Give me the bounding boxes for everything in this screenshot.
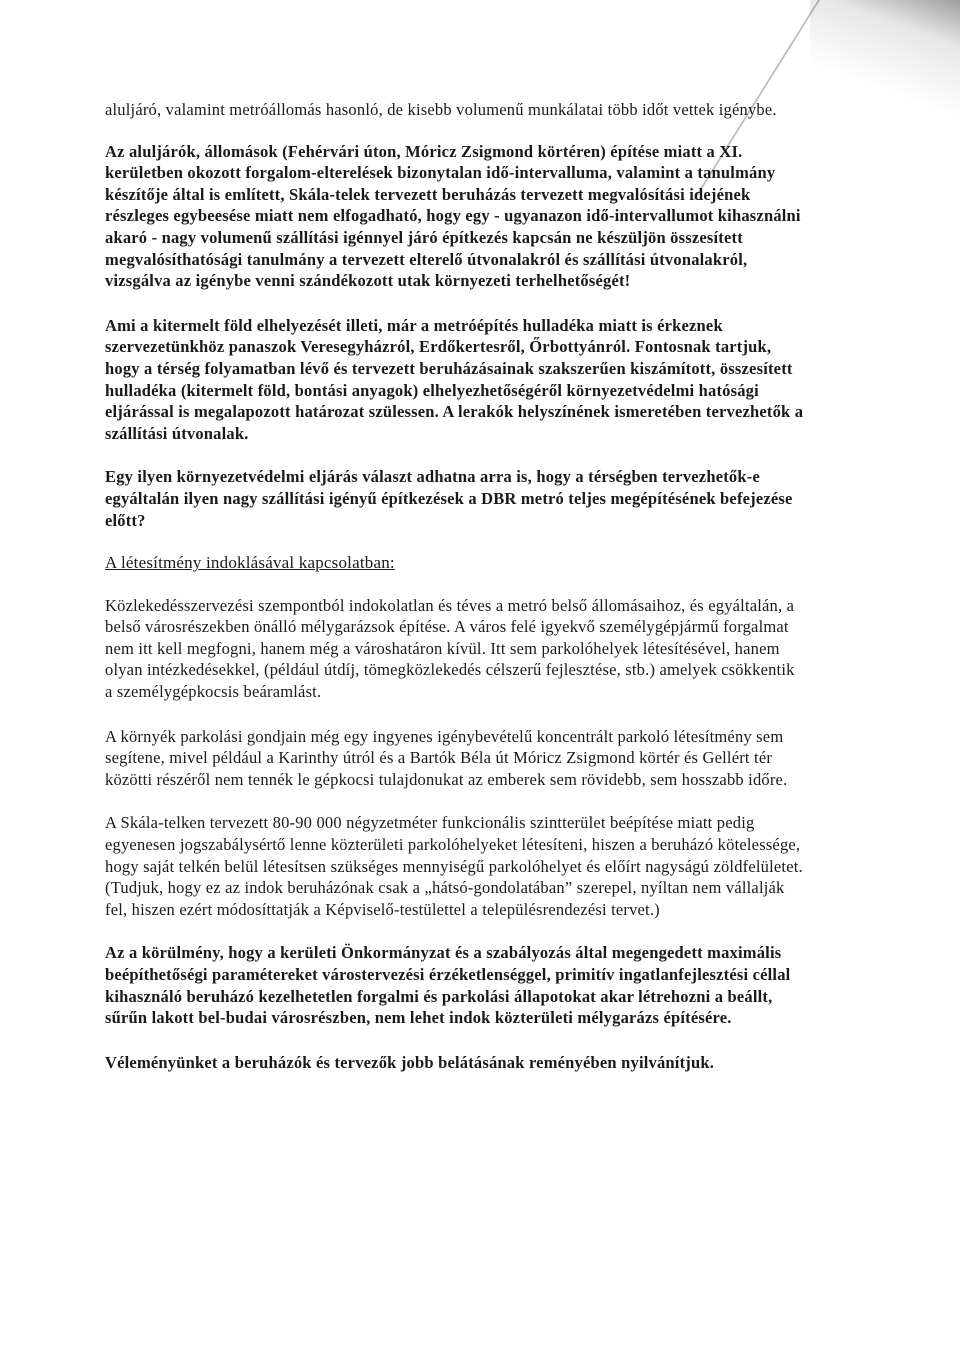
- paragraph-6: A környék parkolási gondjain még egy ingyenes igénybevételű koncentrált parkoló létesítmény sem segítene, mivel például a Karinthy útról és a Bartók Béla út Móricz Zsigmond körtér és Gellért tér közötti részéről nem tennék le gépkocsi tulajdonukat az emberek sem rövidebb, sem hosszabb időre.: [105, 726, 788, 789]
- document-body: [105, 99, 805, 1073]
- closing-sentence: Véleményünket a beruházók és tervezők jobb belátásának reményében nyilvánítjuk.: [105, 1052, 715, 1072]
- paragraph-4: Egy ilyen környezetvédelmi eljárás választ adhatna arra is, hogy a térségben tervezhetők-e egyáltalán ilyen nagy szállítási igényű építkezések a DBR metró teljes megépítésének befejezése előtt?: [105, 467, 793, 530]
- paragraph-7: A Skála-telken tervezett 80-90 000 négyzetméter funkcionális szintterület beépítése miatt pedig egyenesen jogszabálysértő lenne közterületi parkolóhelyeket létesíteni, hiszen a beruházó kötelessége, hogy saját telkén belül létesítsen szükséges mennyiségű parkolóhelyet és előírt nagyságú zöldfelületet. (Tudjuk, hogy ez az indok beruházónak csak a „hátsó-gondolatában” szerepel, nyíltan nem vállalják fel, hiszen ezért módosíttatják a Képviselő-testülettel a településrendezési tervet.): [105, 813, 803, 919]
- paragraph-8: Az a körülmény, hogy a kerületi Önkormányzat és a szabályozás által megengedett maximális beépíthetőségi paramétereket várostervezési érzéketlenséggel, primitív ingatlanfejlesztési céllal kihasználó beruházó kezelhetetlen forgalmi és parkolási állapotokat akar létrehozni a beállt, sűrűn lakott bel-budai városrészben, nem lehet indok közterületi mélygarázs építésére.: [105, 943, 791, 1028]
- paragraph-2: Az aluljárók, állomások (Fehérvári úton, Móricz Zsigmond körtéren) építése miatt a XI. kerületben okozott forgalom-elterelések bizonytalan idő-intervalluma, valamint a tanulmány készítője által is említett, Skála-telek tervezett beruházás tervezett megvalósítási idejének részleges egybeesése miatt nem elfogadható, hogy egy - ugyanazon idő-intervallumot kihasználni akaró - nagy volumenű szállítási igénnyel járó építkezés kapcsán ne készüljön összesített megvalósíthatósági tanulmány a tervezett elterelő útvonalakról és szállítási útvonalakról, vizsgálva az igénybe venni szándékozott utak környezeti terhelhetőségét!: [105, 141, 801, 291]
- section-heading: A létesítmény indoklásával kapcsolatban:: [105, 553, 395, 573]
- paragraph-5: Közlekedésszervezési szempontból indokolatlan és téves a metró belső állomásaihoz, és egyáltalán, a belső városrészekben önálló mélygarázsok építése. A város felé igyekvő személygépjármű forgalmat nem itt kell megfogni, hanem még a városhatáron kívül. Itt sem parkolóhelyek létesítésével, hanem olyan intézkedésekkel, (például útdíj, tömegközlekedés célszerű fejlesztése, stb.) amelyek csökkentik a személygépkocsis beáramlást.: [105, 595, 795, 702]
- paragraph-3: Ami a kitermelt föld elhelyezését illeti, már a metróépítés hulladéka miatt is érkeznek szervezetünkhöz panaszok Veresegyházról, Erdőkertesről, Őrbottyánról. Fontosnak tartjuk, hogy a térség folyamatban lévő és tervezett beruházásainak szakszerűen kiszámított, összesített hulladéka (kitermelt föld, bontási anyagok) elhelyezhetőségéről környezetvédelmi hatósági eljárással is megalapozott határozat szülessen. A lerakók helyszínének ismeretében tervezhetők a szállítási útvonalak.: [105, 315, 804, 443]
- paragraph-1: aluljáró, valamint metróállomás hasonló, de kisebb volumenű munkálatai több időt vettek igénybe.: [105, 100, 777, 119]
- scan-corner-shadow: [810, 0, 960, 210]
